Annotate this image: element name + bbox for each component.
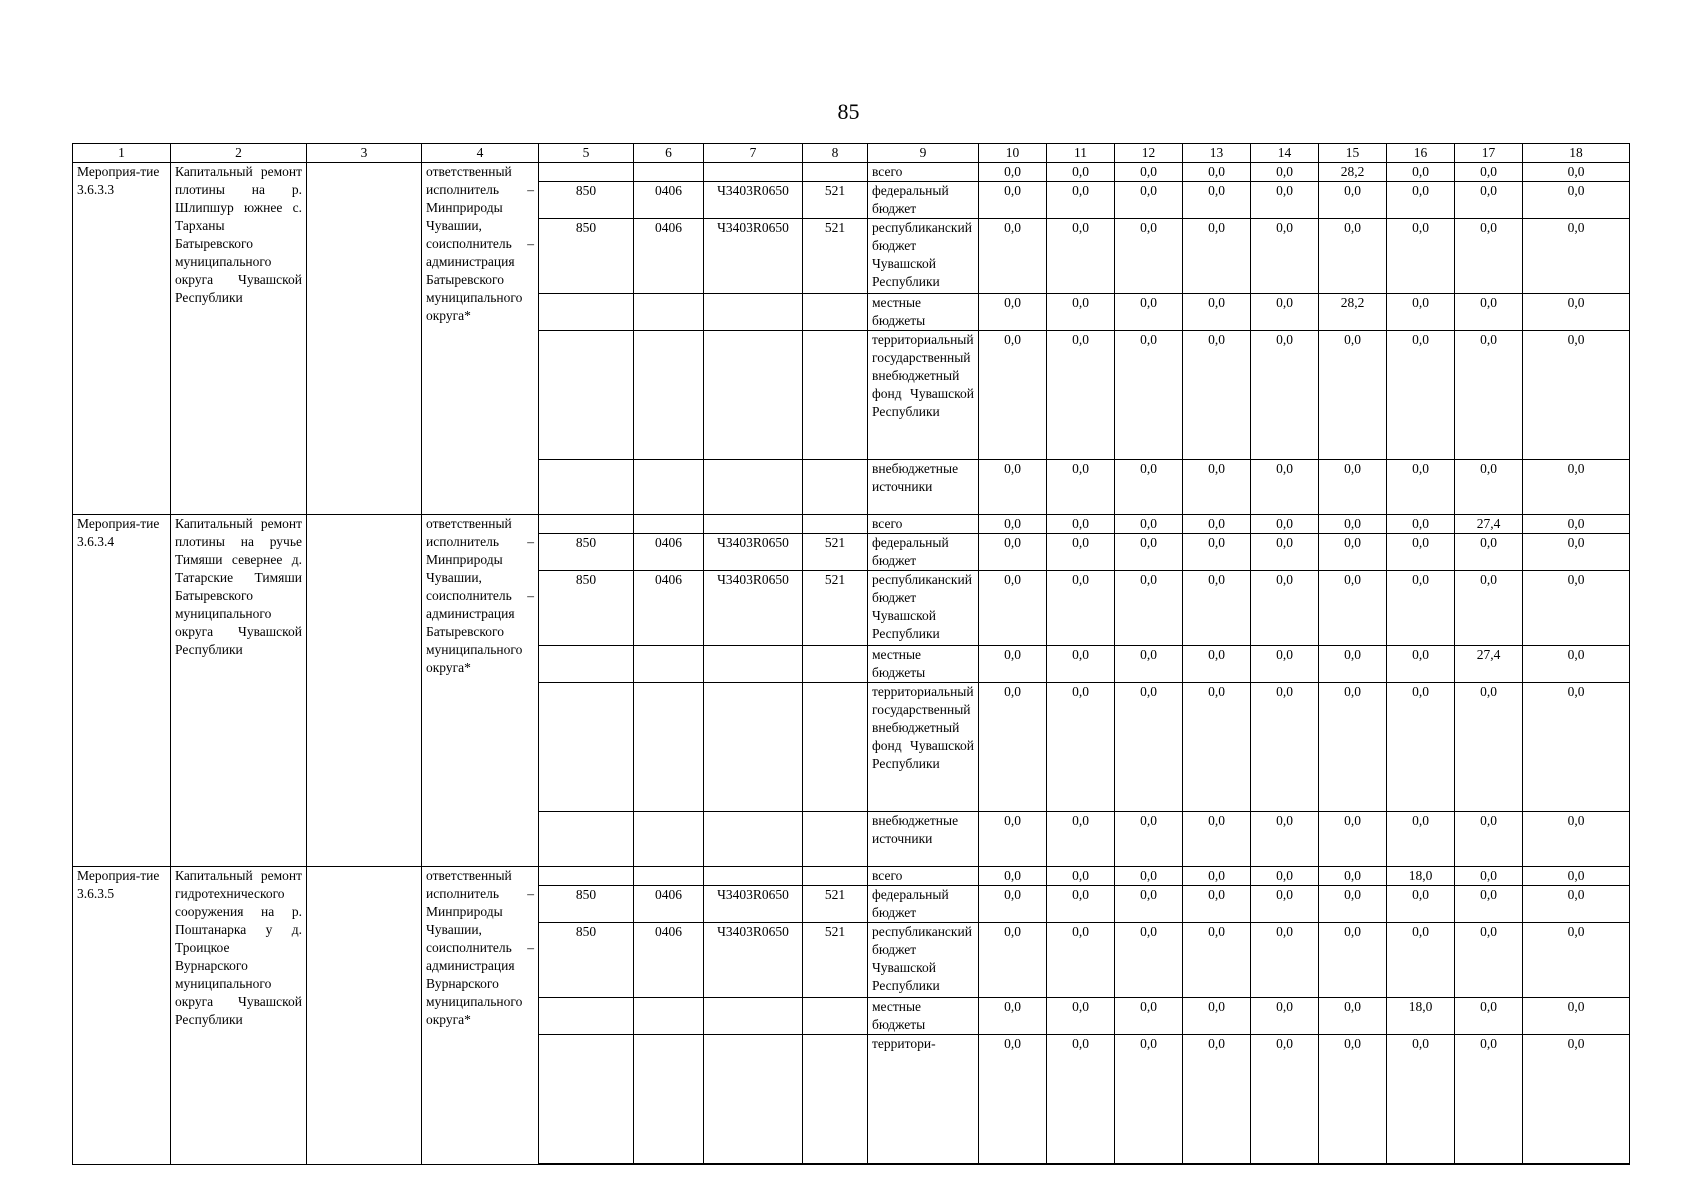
year-value: 0,0 <box>1047 998 1115 1035</box>
year-value: 0,0 <box>1387 331 1455 460</box>
year-value: 0,0 <box>979 571 1047 646</box>
year-value: 0,0 <box>1523 1035 1630 1165</box>
table-row <box>73 867 1630 886</box>
target-article-code: Ч3403R0650 <box>704 219 803 294</box>
expense-type-code: 521 <box>803 182 868 219</box>
target-article-code: Ч3403R0650 <box>704 923 803 998</box>
year-value: 0,0 <box>1319 886 1387 923</box>
year-value: 0,0 <box>1115 460 1183 515</box>
glavbk-code <box>539 1035 634 1165</box>
measure-name: Капитальный ремонт плотины на р. Шлипшур южнее с. Тарханы Батыревского муниципального округа Чувашской Республики <box>171 163 307 515</box>
glavbk-code <box>539 998 634 1035</box>
glavbk-code: 850 <box>539 182 634 219</box>
year-value: 0,0 <box>1319 571 1387 646</box>
funding-source: республиканский бюджет Чувашской Республики <box>868 923 979 998</box>
year-value: 0,0 <box>1183 182 1251 219</box>
year-value: 0,0 <box>1387 571 1455 646</box>
target-article-code: Ч3403R0650 <box>704 182 803 219</box>
year-value: 0,0 <box>1183 219 1251 294</box>
year-value: 0,0 <box>1251 534 1319 571</box>
glavbk-code: 850 <box>539 923 634 998</box>
year-value: 0,0 <box>1251 182 1319 219</box>
year-value: 0,0 <box>1251 812 1319 867</box>
section-code <box>634 515 704 534</box>
year-value: 0,0 <box>1115 646 1183 683</box>
year-value: 0,0 <box>1183 646 1251 683</box>
column-number: 15 <box>1319 144 1387 163</box>
year-value: 0,0 <box>1455 571 1523 646</box>
funding-source: республиканский бюджет Чувашской Республики <box>868 571 979 646</box>
year-value: 0,0 <box>1523 182 1630 219</box>
year-value: 0,0 <box>1251 294 1319 331</box>
funding-source: местные бюджеты <box>868 294 979 331</box>
year-value: 0,0 <box>1319 331 1387 460</box>
year-value: 0,0 <box>1523 923 1630 998</box>
year-value: 0,0 <box>1523 163 1630 182</box>
year-value: 0,0 <box>1115 534 1183 571</box>
year-value: 0,0 <box>1455 182 1523 219</box>
year-value: 0,0 <box>1523 886 1630 923</box>
target-article-code <box>704 646 803 683</box>
year-value: 0,0 <box>1387 812 1455 867</box>
year-value: 0,0 <box>1523 515 1630 534</box>
section-code <box>634 294 704 331</box>
year-value: 0,0 <box>1455 219 1523 294</box>
year-value: 0,0 <box>1183 923 1251 998</box>
section-code <box>634 812 704 867</box>
column-number: 10 <box>979 144 1047 163</box>
glavbk-code <box>539 867 634 886</box>
year-value: 0,0 <box>1047 886 1115 923</box>
year-value: 0,0 <box>1319 867 1387 886</box>
year-value: 0,0 <box>1183 571 1251 646</box>
expense-type-code <box>803 812 868 867</box>
target-article-code <box>704 683 803 812</box>
year-value: 0,0 <box>1115 331 1183 460</box>
year-value: 0,0 <box>1455 294 1523 331</box>
year-value: 0,0 <box>1183 331 1251 460</box>
target-article-code <box>704 331 803 460</box>
measure-id: Мероприя-тие 3.6.3.5 <box>73 867 171 1165</box>
target-article-code: Ч3403R0650 <box>704 571 803 646</box>
year-value: 0,0 <box>1115 812 1183 867</box>
year-value: 0,0 <box>1115 571 1183 646</box>
year-value: 0,0 <box>1115 998 1183 1035</box>
year-value: 0,0 <box>979 923 1047 998</box>
year-value: 0,0 <box>1183 163 1251 182</box>
year-value: 0,0 <box>1319 182 1387 219</box>
expense-type-code <box>803 646 868 683</box>
year-value: 27,4 <box>1455 515 1523 534</box>
funding-source: местные бюджеты <box>868 998 979 1035</box>
glavbk-code <box>539 163 634 182</box>
year-value: 0,0 <box>1455 163 1523 182</box>
year-value: 0,0 <box>1115 923 1183 998</box>
measure-id: Мероприя-тие 3.6.3.3 <box>73 163 171 515</box>
section-code <box>634 460 704 515</box>
section-code <box>634 683 704 812</box>
glavbk-code <box>539 646 634 683</box>
expense-type-code <box>803 331 868 460</box>
year-value: 28,2 <box>1319 294 1387 331</box>
target-article-code <box>704 515 803 534</box>
year-value: 0,0 <box>979 534 1047 571</box>
year-value: 27,4 <box>1455 646 1523 683</box>
expense-type-code <box>803 683 868 812</box>
measure-name: Капитальный ремонт плотины на ручье Тимяши севернее д. Татарские Тимяши Батыревского муниципального округа Чувашской Республики <box>171 515 307 867</box>
target-article-code <box>704 998 803 1035</box>
year-value: 0,0 <box>1387 886 1455 923</box>
year-value: 0,0 <box>979 886 1047 923</box>
column-number: 17 <box>1455 144 1523 163</box>
year-value: 18,0 <box>1387 998 1455 1035</box>
empty-cell <box>307 163 422 515</box>
budget-table <box>72 143 1630 1165</box>
funding-source: всего <box>868 867 979 886</box>
year-value: 0,0 <box>1387 294 1455 331</box>
year-value: 0,0 <box>1387 1035 1455 1165</box>
section-code: 0406 <box>634 571 704 646</box>
target-article-code <box>704 163 803 182</box>
year-value: 0,0 <box>1047 182 1115 219</box>
year-value: 0,0 <box>1047 923 1115 998</box>
year-value: 0,0 <box>1047 294 1115 331</box>
year-value: 0,0 <box>1183 534 1251 571</box>
year-value: 0,0 <box>979 460 1047 515</box>
year-value: 0,0 <box>1387 182 1455 219</box>
executor-cell: ответственный исполнитель – Минприроды Чувашии, соисполнитель – администрация Батыревского муниципального округа* <box>422 163 539 515</box>
year-value: 0,0 <box>1183 867 1251 886</box>
section-code <box>634 646 704 683</box>
table-row <box>73 515 1630 534</box>
year-value: 0,0 <box>1047 812 1115 867</box>
year-value: 0,0 <box>1251 646 1319 683</box>
section-code <box>634 1035 704 1165</box>
section-code: 0406 <box>634 923 704 998</box>
year-value: 0,0 <box>1251 867 1319 886</box>
year-value: 0,0 <box>1387 923 1455 998</box>
funding-source: территори- <box>868 1035 979 1165</box>
year-value: 0,0 <box>1319 534 1387 571</box>
section-code <box>634 163 704 182</box>
target-article-code: Ч3403R0650 <box>704 534 803 571</box>
year-value: 0,0 <box>1455 683 1523 812</box>
year-value: 0,0 <box>1183 294 1251 331</box>
year-value: 0,0 <box>1183 998 1251 1035</box>
measure-name: Капитальный ремонт гидротехнического сооружения на р. Поштанарка у д. Троицкое Вурнарского муниципального округа Чувашской Республики <box>171 867 307 1165</box>
column-number: 8 <box>803 144 868 163</box>
year-value: 0,0 <box>1523 812 1630 867</box>
year-value: 0,0 <box>1183 886 1251 923</box>
section-code: 0406 <box>634 182 704 219</box>
year-value: 0,0 <box>1115 1035 1183 1165</box>
year-value: 0,0 <box>1523 331 1630 460</box>
year-value: 0,0 <box>1251 1035 1319 1165</box>
funding-source: внебюджетные источники <box>868 460 979 515</box>
glavbk-code <box>539 331 634 460</box>
expense-type-code: 521 <box>803 571 868 646</box>
year-value: 0,0 <box>1387 460 1455 515</box>
year-value: 0,0 <box>1115 515 1183 534</box>
year-value: 0,0 <box>1251 331 1319 460</box>
expense-type-code: 521 <box>803 219 868 294</box>
column-number: 6 <box>634 144 704 163</box>
expense-type-code <box>803 294 868 331</box>
year-value: 0,0 <box>1251 219 1319 294</box>
expense-type-code <box>803 163 868 182</box>
year-value: 0,0 <box>1251 683 1319 812</box>
section-code: 0406 <box>634 886 704 923</box>
funding-source: местные бюджеты <box>868 646 979 683</box>
funding-source: территориальный государственный внебюджетный фонд Чувашской Республики <box>868 683 979 812</box>
year-value: 0,0 <box>1455 867 1523 886</box>
page-number: 85 <box>837 99 860 124</box>
year-value: 18,0 <box>1387 867 1455 886</box>
glavbk-code <box>539 515 634 534</box>
year-value: 0,0 <box>1251 923 1319 998</box>
year-value: 0,0 <box>1251 460 1319 515</box>
year-value: 0,0 <box>1455 923 1523 998</box>
year-value: 0,0 <box>1115 163 1183 182</box>
funding-source: республиканский бюджет Чувашской Республики <box>868 219 979 294</box>
year-value: 0,0 <box>1047 683 1115 812</box>
section-code: 0406 <box>634 534 704 571</box>
year-value: 0,0 <box>1523 460 1630 515</box>
column-number: 11 <box>1047 144 1115 163</box>
year-value: 0,0 <box>1251 163 1319 182</box>
target-article-code <box>704 867 803 886</box>
funding-source: всего <box>868 163 979 182</box>
year-value: 0,0 <box>1523 998 1630 1035</box>
year-value: 0,0 <box>1455 1035 1523 1165</box>
year-value: 0,0 <box>1319 515 1387 534</box>
year-value: 0,0 <box>1183 812 1251 867</box>
year-value: 0,0 <box>1183 515 1251 534</box>
year-value: 0,0 <box>1319 998 1387 1035</box>
year-value: 0,0 <box>1115 886 1183 923</box>
year-value: 0,0 <box>1047 515 1115 534</box>
year-value: 0,0 <box>1047 460 1115 515</box>
column-number: 14 <box>1251 144 1319 163</box>
empty-cell <box>307 515 422 867</box>
year-value: 0,0 <box>979 867 1047 886</box>
glavbk-code <box>539 683 634 812</box>
year-value: 0,0 <box>1319 923 1387 998</box>
funding-source: федеральный бюджет <box>868 182 979 219</box>
year-value: 0,0 <box>1387 534 1455 571</box>
year-value: 0,0 <box>1455 460 1523 515</box>
year-value: 0,0 <box>979 646 1047 683</box>
year-value: 0,0 <box>1251 886 1319 923</box>
target-article-code <box>704 812 803 867</box>
target-article-code <box>704 460 803 515</box>
year-value: 0,0 <box>1251 571 1319 646</box>
year-value: 0,0 <box>979 219 1047 294</box>
expense-type-code <box>803 460 868 515</box>
executor-cell: ответственный исполнитель – Минприроды Чувашии, соисполнитель – администрация Вурнарского муниципального округа* <box>422 867 539 1165</box>
year-value: 0,0 <box>1183 1035 1251 1165</box>
expense-type-code: 521 <box>803 923 868 998</box>
year-value: 0,0 <box>1319 1035 1387 1165</box>
year-value: 0,0 <box>1455 886 1523 923</box>
year-value: 0,0 <box>1319 646 1387 683</box>
year-value: 0,0 <box>1047 163 1115 182</box>
header-row <box>73 144 1630 163</box>
year-value: 0,0 <box>1523 867 1630 886</box>
year-value: 0,0 <box>1387 683 1455 812</box>
funding-source: федеральный бюджет <box>868 534 979 571</box>
year-value: 0,0 <box>1387 163 1455 182</box>
expense-type-code: 521 <box>803 886 868 923</box>
empty-cell <box>307 867 422 1165</box>
column-number: 4 <box>422 144 539 163</box>
section-code <box>634 998 704 1035</box>
target-article-code: Ч3403R0650 <box>704 886 803 923</box>
year-value: 0,0 <box>979 683 1047 812</box>
expense-type-code <box>803 515 868 534</box>
funding-source: внебюджетные источники <box>868 812 979 867</box>
glavbk-code: 850 <box>539 219 634 294</box>
expense-type-code <box>803 1035 868 1165</box>
year-value: 0,0 <box>1115 867 1183 886</box>
year-value: 0,0 <box>979 1035 1047 1165</box>
target-article-code <box>704 1035 803 1165</box>
year-value: 0,0 <box>1523 534 1630 571</box>
column-number: 3 <box>307 144 422 163</box>
section-code: 0406 <box>634 219 704 294</box>
year-value: 0,0 <box>979 998 1047 1035</box>
glavbk-code: 850 <box>539 534 634 571</box>
year-value: 0,0 <box>1523 219 1630 294</box>
year-value: 0,0 <box>1047 1035 1115 1165</box>
year-value: 28,2 <box>1319 163 1387 182</box>
year-value: 0,0 <box>1251 515 1319 534</box>
glavbk-code <box>539 812 634 867</box>
glavbk-code <box>539 460 634 515</box>
year-value: 0,0 <box>1047 219 1115 294</box>
year-value: 0,0 <box>1183 683 1251 812</box>
glavbk-code <box>539 294 634 331</box>
year-value: 0,0 <box>1047 867 1115 886</box>
target-article-code <box>704 294 803 331</box>
column-number: 16 <box>1387 144 1455 163</box>
year-value: 0,0 <box>979 812 1047 867</box>
year-value: 0,0 <box>1047 331 1115 460</box>
year-value: 0,0 <box>979 182 1047 219</box>
column-number: 18 <box>1523 144 1630 163</box>
expense-type-code: 521 <box>803 534 868 571</box>
year-value: 0,0 <box>979 294 1047 331</box>
table-row <box>73 163 1630 182</box>
year-value: 0,0 <box>1455 812 1523 867</box>
expense-type-code <box>803 998 868 1035</box>
year-value: 0,0 <box>1523 571 1630 646</box>
column-number: 2 <box>171 144 307 163</box>
column-number: 5 <box>539 144 634 163</box>
glavbk-code: 850 <box>539 571 634 646</box>
executor-cell: ответственный исполнитель – Минприроды Чувашии, соисполнитель – администрация Батыревского муниципального округа* <box>422 515 539 867</box>
year-value: 0,0 <box>1455 534 1523 571</box>
year-value: 0,0 <box>1455 998 1523 1035</box>
year-value: 0,0 <box>1523 294 1630 331</box>
year-value: 0,0 <box>1455 331 1523 460</box>
year-value: 0,0 <box>1251 998 1319 1035</box>
column-number: 9 <box>868 144 979 163</box>
year-value: 0,0 <box>1115 683 1183 812</box>
year-value: 0,0 <box>1387 219 1455 294</box>
year-value: 0,0 <box>979 515 1047 534</box>
year-value: 0,0 <box>1047 534 1115 571</box>
year-value: 0,0 <box>1047 571 1115 646</box>
year-value: 0,0 <box>1319 812 1387 867</box>
column-number: 13 <box>1183 144 1251 163</box>
year-value: 0,0 <box>979 331 1047 460</box>
year-value: 0,0 <box>1523 683 1630 812</box>
year-value: 0,0 <box>1047 646 1115 683</box>
year-value: 0,0 <box>1387 515 1455 534</box>
measure-id: Мероприя-тие 3.6.3.4 <box>73 515 171 867</box>
section-code <box>634 331 704 460</box>
expense-type-code <box>803 867 868 886</box>
year-value: 0,0 <box>1115 219 1183 294</box>
funding-source: территориальный государственный внебюджетный фонд Чувашской Республики <box>868 331 979 460</box>
year-value: 0,0 <box>1115 294 1183 331</box>
funding-source: федеральный бюджет <box>868 886 979 923</box>
year-value: 0,0 <box>979 163 1047 182</box>
funding-source: всего <box>868 515 979 534</box>
year-value: 0,0 <box>1523 646 1630 683</box>
column-number: 7 <box>704 144 803 163</box>
year-value: 0,0 <box>1319 683 1387 812</box>
section-code <box>634 867 704 886</box>
year-value: 0,0 <box>1115 182 1183 219</box>
year-value: 0,0 <box>1387 646 1455 683</box>
glavbk-code: 850 <box>539 886 634 923</box>
column-number: 12 <box>1115 144 1183 163</box>
year-value: 0,0 <box>1319 219 1387 294</box>
column-number: 1 <box>73 144 171 163</box>
year-value: 0,0 <box>1183 460 1251 515</box>
year-value: 0,0 <box>1319 460 1387 515</box>
